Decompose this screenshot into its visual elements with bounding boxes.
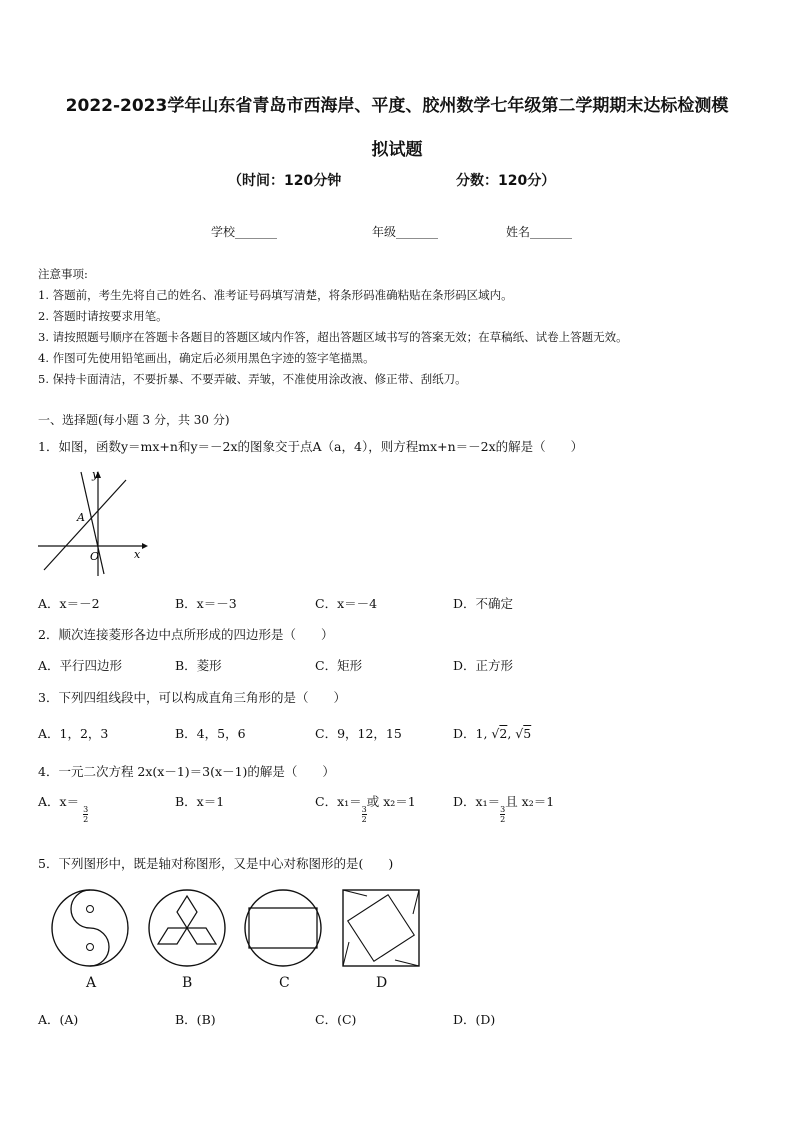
exam-title	[30, 84, 764, 172]
q3-option-d[interactable]: D．1, √2, √5	[453, 726, 532, 741]
point-a-label: A	[77, 511, 85, 524]
exam-score: 分数：120分）	[456, 173, 556, 189]
q5-option-d[interactable]: D．(D)	[453, 1012, 496, 1027]
q1-option-c[interactable]: C．x＝－4	[315, 596, 378, 611]
q1-option-d[interactable]: D．不确定	[453, 596, 514, 611]
figure-label-a: A	[86, 975, 97, 991]
school-field: 学校_______	[211, 225, 278, 239]
x-axis-arrow	[142, 543, 148, 549]
grade-field: 年级_______	[372, 225, 439, 239]
fraction	[500, 805, 505, 824]
fraction-numerator: 3	[361, 805, 367, 814]
radicand-2: 2	[499, 726, 508, 741]
q4-c-rest: 或 x₂＝1	[366, 794, 416, 809]
fraction-denominator: 2	[83, 815, 89, 824]
sqrt-icon: √	[491, 726, 500, 741]
q5-option-b[interactable]: B．(B)	[175, 1012, 216, 1027]
q3-option-d-label: D．1,	[453, 726, 492, 741]
note-item: 3. 请按照题号顺序在答题卡各题目的答题区域内作答，超出答题区域书写的答案无效；在草稿纸、试卷上答题无效。	[38, 330, 628, 344]
radicand-5: 5	[523, 726, 532, 741]
notes-block	[38, 264, 768, 390]
q1-option-a[interactable]: A．x＝－2	[38, 596, 100, 611]
q2-option-d[interactable]: D．正方形	[453, 658, 514, 673]
y-label: y	[92, 468, 99, 481]
figure-label-d: D	[376, 975, 388, 991]
question-5-stem: 5．下列图形中，既是轴对称图形，又是中心对称图形的是( )	[38, 856, 394, 871]
q1-option-b[interactable]: B．x＝－3	[175, 596, 237, 611]
question-1-stem: 1．如图，函数y＝mx+n和y＝－2x的图象交于点A（a，4），则方程mx+n＝－2x的解是（ ）	[38, 439, 584, 454]
figure-label-b: B	[182, 975, 193, 991]
title-line-1: 2022-2023学年山东省青岛市西海岸、平度、胶州数学七年级第二学期期末达标检测模	[65, 96, 729, 116]
fraction	[362, 805, 367, 824]
question-2-stem: 2．顺次连接菱形各边中点所形成的四边形是（ ）	[38, 627, 334, 642]
q5-option-c[interactable]: C．(C)	[315, 1012, 357, 1027]
q4-option-a[interactable]	[38, 792, 89, 824]
figure-b-three-diamonds	[147, 888, 229, 970]
q4-a-label: A．x＝	[38, 794, 80, 809]
figure-c-rectangle	[243, 888, 325, 970]
fraction-denominator: 2	[500, 815, 506, 824]
title-line-2: 拟试题	[371, 140, 423, 160]
q4-option-d[interactable]	[453, 792, 555, 824]
q4-d-rest: 且 x₂＝1	[505, 794, 555, 809]
q2-option-c[interactable]: C．矩形	[315, 658, 363, 673]
notes-heading: 注意事项:	[38, 267, 88, 281]
sqrt-icon: √	[515, 726, 524, 741]
q4-d-label: D．x₁＝	[453, 794, 501, 809]
note-item: 2. 答题时请按要求用笔。	[38, 309, 168, 323]
fraction-numerator: 3	[83, 805, 89, 814]
q3-option-c[interactable]: C．9，12，15	[315, 726, 402, 741]
q2-option-b[interactable]: B．菱形	[175, 658, 222, 673]
note-item: 5. 保持卡面清洁，不要折暴、不要弄破、弄皱，不准使用涂改液、修正带、刮纸刀。	[38, 372, 467, 386]
q4-option-c[interactable]	[315, 792, 416, 824]
figure-d-pinwheel-square	[341, 888, 423, 970]
figure-label-c: C	[279, 975, 290, 991]
fraction	[83, 805, 88, 824]
q1-graph	[36, 466, 148, 578]
line-mx-plus-n	[44, 480, 126, 570]
q4-option-b[interactable]: B．x＝1	[175, 794, 225, 809]
origin-label: O	[90, 550, 100, 563]
note-item: 1. 答题前，考生先将自己的姓名、准考证号码填写清楚，将条形码准确粘贴在条形码区域内。	[38, 288, 513, 302]
section-heading: 一、选择题(每小题 3 分，共 30 分)	[38, 413, 230, 427]
q2-option-a[interactable]: A．平行四边形	[38, 658, 123, 673]
q3-option-a[interactable]: A．1，2，3	[38, 726, 109, 741]
x-label: x	[134, 548, 141, 561]
name-field: 姓名_______	[506, 225, 573, 239]
question-3-stem: 3．下列四组线段中，可以构成直角三角形的是（ ）	[38, 690, 346, 705]
exam-time: （时间：120分钟	[228, 173, 342, 189]
question-4-stem: 4．一元二次方程 2x(x－1)＝3(x－1)的解是（ ）	[38, 764, 335, 779]
figure-a-yin-yang	[50, 888, 132, 970]
fraction-denominator: 2	[361, 815, 367, 824]
q5-option-a[interactable]: A．(A)	[38, 1012, 79, 1027]
q4-c-label: C．x₁＝	[315, 794, 362, 809]
fraction-numerator: 3	[500, 805, 506, 814]
q3-option-b[interactable]: B．4，5，6	[175, 726, 246, 741]
note-item: 4. 作图可先使用铅笔画出，确定后必须用黑色字迹的签字笔描黑。	[38, 351, 375, 365]
